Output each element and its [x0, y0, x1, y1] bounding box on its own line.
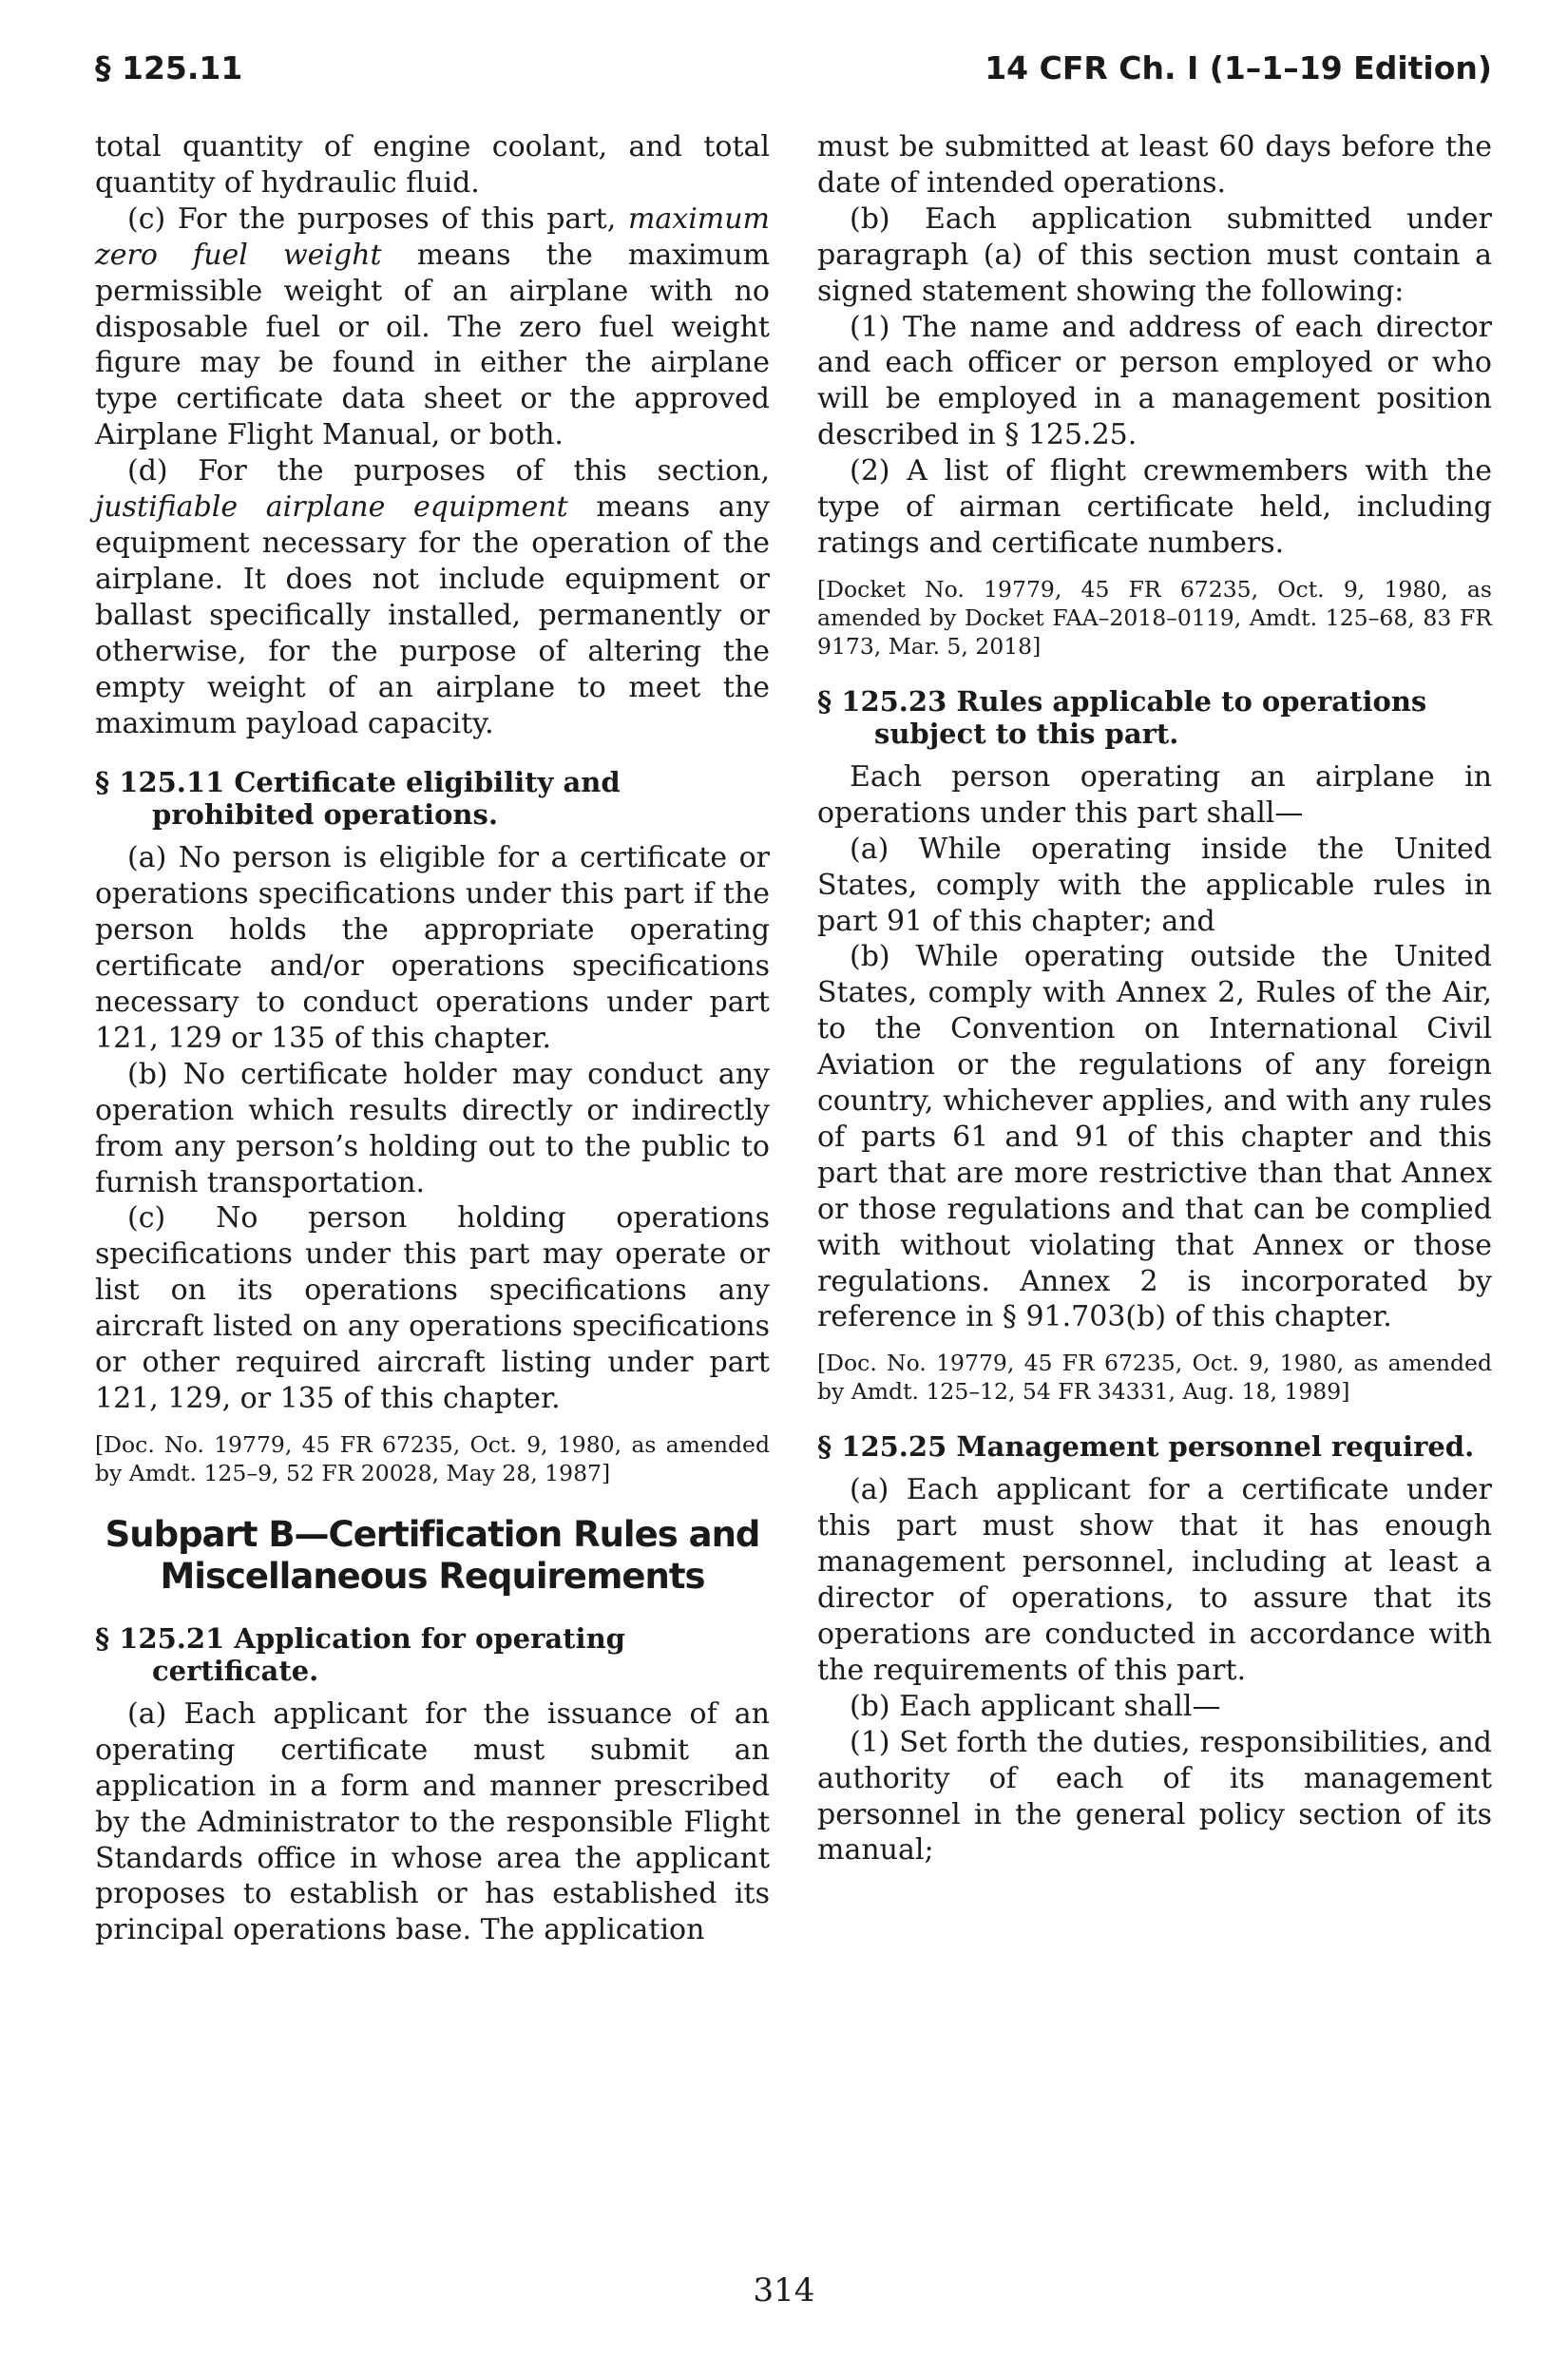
- defined-term: justifiable airplane equipment: [95, 490, 568, 525]
- paragraph-125-23-intro: Each person operating an airplane in operations under this part shall—: [817, 759, 1492, 830]
- citation-125-11: [Doc. No. 19779, 45 FR 67235, Oct. 9, 1980, as amended by Amdt. 125–9, 52 FR 20028, May 28, 1987]: [95, 1430, 770, 1486]
- paragraph-d-definition: [95, 453, 770, 741]
- paragraph-c-definition: [95, 201, 770, 453]
- section-heading-125-21: § 125.21 Application for operating certificate.: [95, 1621, 625, 1687]
- left-column: [95, 129, 770, 1948]
- paragraph-text: means the maximum permissible weight of an airplane with no disposable fuel or oil. The zero fuel weight figure may be found in either the airplane type certificate data sheet or the approved Airplane Flight Manual, or both.: [95, 238, 770, 452]
- paragraph-125-25-a: (a) Each applicant for a certificate under this part must show that it has enough management personnel, including at least a director of operations, to assure that its operations are conducted in accordance with the requirements of this part.: [817, 1473, 1492, 1687]
- paragraph-125-11-b: (b) No certificate holder may conduct any operation which results directly or indirectly from any person’s holding out to the public to furnish transportation.: [95, 1057, 770, 1199]
- citation-125-23: [Doc. No. 19779, 45 FR 67235, Oct. 9, 1980, as amended by Amdt. 125–12, 54 FR 34331, Aug. 18, 1989]: [817, 1350, 1492, 1406]
- defined-term: maximum zero fuel weight: [95, 201, 770, 272]
- header-section-number: § 125.11: [95, 49, 243, 86]
- paragraph-125-23-a: (a) While operating inside the United States, comply with the applicable rules in part 91 of this chapter; and: [817, 832, 1492, 938]
- paragraph-125-23-b: (b) While operating outside the United States, comply with Annex 2, Rules of the Air, to the Convention on International Civil Aviation or the regulations of any foreign country, whichever applies, and with any rules of parts 61 and 91 of this chapter and this part that are more restrictive than that Annex or those regulations and that can be complied with without violating that Annex or those regulations. Annex 2 is incorporated by reference in § 91.703(b) of this chapter.: [817, 940, 1492, 1334]
- paragraph-text: means any equipment necessary for the operation of the airplane. It does not include equipment or ballast specifically installed, permanently or otherwise, for the purpose of altering the empty weight of an airplane to meet the maximum payload capacity.: [95, 490, 770, 740]
- page-header: [95, 49, 1492, 97]
- paragraph-125-21-a: (a) Each applicant for the issuance of an operating certificate must submit an application in a form and manner prescribed by the Administrator to the responsible Flight Standards office in whose area the applicant proposes to establish or has established its principal operations base. The application: [95, 1696, 770, 1947]
- paragraph-continued: total quantity of engine coolant, and total quantity of hydraulic fluid.: [95, 130, 770, 200]
- citation-125-21: [Docket No. 19779, 45 FR 67235, Oct. 9, 1980, as amended by Docket FAA–2018–0119, Amdt. 125–68, 83 FR 9173, Mar. 5, 2018]: [817, 575, 1492, 660]
- right-column: [817, 129, 1492, 1868]
- paragraph-125-11-c: (c) No person holding operations specifications under this part may operate or list on its operations specifications any aircraft listed on any operations specifications or other required aircraft listing under part 121, 129, or 135 of this chapter.: [95, 1201, 770, 1415]
- paragraph-125-21-b2: (2) A list of flight crewmembers with the type of airman certificate held, including ratings and certificate numbers.: [817, 454, 1492, 560]
- section-heading-125-11: § 125.11 Certificate eligibility and prohibited operations.: [95, 766, 621, 832]
- header-title: 14 CFR Ch. I (1–1–19 Edition): [985, 49, 1492, 86]
- paragraph-125-11-a: (a) No person is eligible for a certificate or operations specifications under this part if the person holds the appropriate operating certificate and/or operations specifications necessary to conduct operations under part 121, 129 or 135 of this chapter.: [95, 841, 770, 1055]
- paragraph-125-21-b: (b) Each application submitted under paragraph (a) of this section must contain a signed statement showing the following:: [817, 201, 1492, 308]
- paragraph-125-21-b1: (1) The name and address of each director and each officer or person employed or who will be employed in a management position described in § 125.25.: [817, 310, 1492, 452]
- paragraph-125-25-b: (b) Each applicant shall—: [850, 1689, 1221, 1723]
- subpart-title: Subpart B—Certification Rules and Miscellaneous Requirements: [105, 1513, 760, 1597]
- paragraph-text: (d) For the purposes of this section,: [127, 454, 770, 489]
- section-heading-125-25: § 125.25 Management personnel required.: [817, 1430, 1475, 1464]
- paragraph-continued: must be submitted at least 60 days before the date of intended operations.: [817, 130, 1492, 200]
- page-number: 314: [753, 2271, 815, 2309]
- paragraph-text: (c) For the purposes of this part,: [127, 201, 628, 236]
- paragraph-125-25-b1: (1) Set forth the duties, responsibilities, and authority of each of its management personnel in the general policy section of its manual;: [817, 1725, 1492, 1868]
- section-heading-125-23: § 125.23 Rules applicable to operations subject to this part.: [817, 684, 1427, 750]
